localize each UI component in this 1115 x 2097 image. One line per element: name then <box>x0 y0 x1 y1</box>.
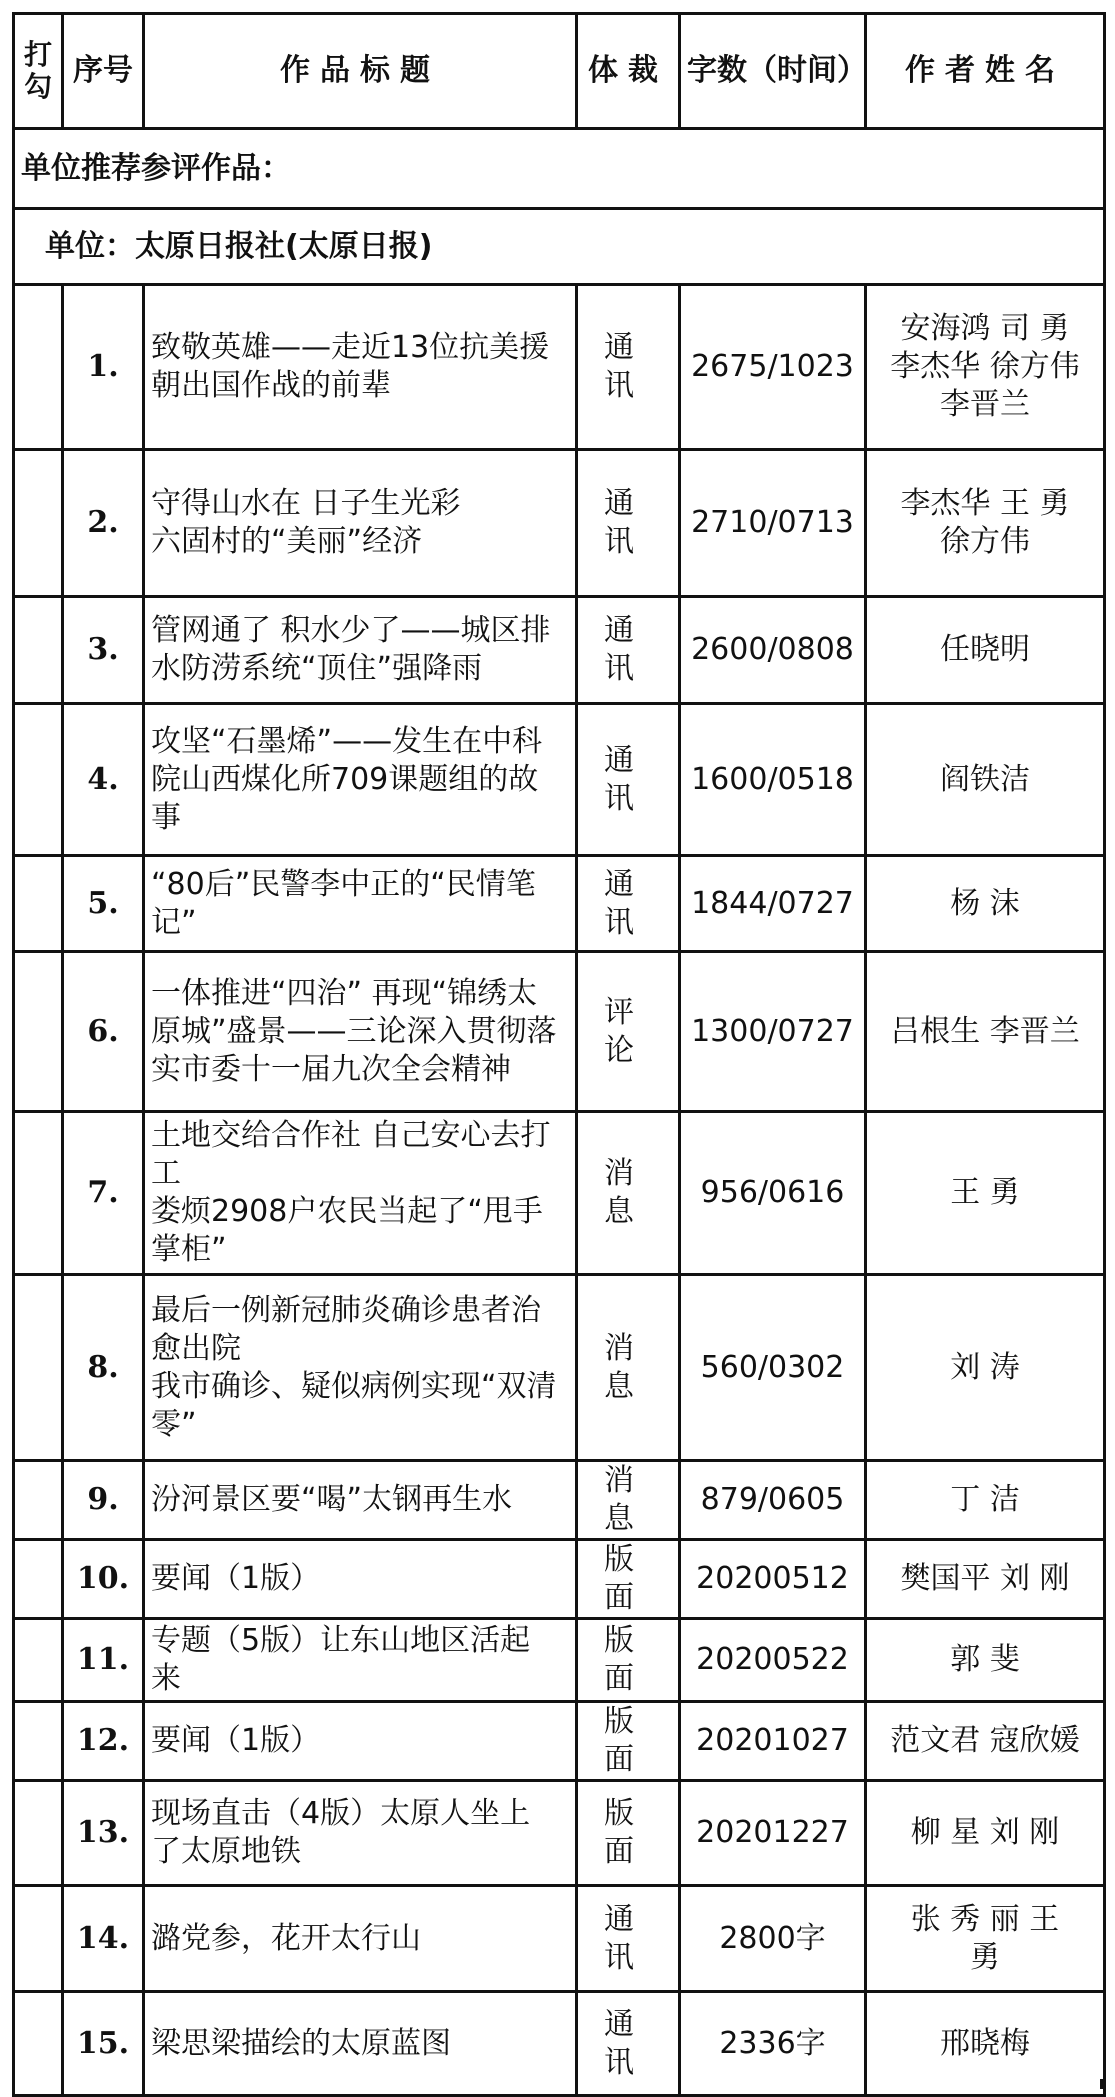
work-genre: 通讯 <box>577 704 680 856</box>
row-number: 7. <box>63 1112 144 1275</box>
row-number: 12. <box>63 1702 144 1781</box>
work-title <box>144 856 577 952</box>
work-title-line: 零” <box>151 1406 197 1442</box>
table-row <box>14 952 1105 1112</box>
author-names <box>866 1275 1105 1461</box>
header-num: 序号 <box>63 14 144 129</box>
author-names <box>866 952 1105 1112</box>
word-count: 1844/0727 <box>680 856 866 952</box>
work-title-line: 了太原地铁 <box>151 1834 301 1869</box>
author-names <box>866 597 1105 704</box>
work-title-line: 原城”盛景——三论深入贯彻落 <box>151 1013 557 1049</box>
author-names <box>866 1702 1105 1781</box>
checkbox-cell[interactable] <box>14 1540 63 1619</box>
checkbox-cell[interactable] <box>14 1886 63 1992</box>
author-line: 李杰华 王 勇 <box>900 486 1070 521</box>
checkbox-cell[interactable] <box>14 450 63 597</box>
author-line: 徐方伟 <box>940 524 1030 559</box>
author-line: 王 勇 <box>950 1175 1020 1210</box>
row-number: 14. <box>63 1886 144 1992</box>
work-genre: 版面 <box>577 1702 680 1781</box>
work-title-line: 我市确诊、疑似病例实现“双清 <box>151 1368 557 1404</box>
work-title-line: 记” <box>151 904 197 940</box>
word-count: 20200512 <box>680 1540 866 1619</box>
work-title-line: 朝出国作战的前辈 <box>151 368 391 403</box>
section-row <box>14 129 1105 209</box>
work-title <box>144 1540 577 1619</box>
table-row <box>14 1461 1105 1540</box>
work-title-line: “80后”民警李中正的“民情笔 <box>151 866 536 902</box>
work-title-line: 工 <box>151 1156 181 1191</box>
author-names <box>866 856 1105 952</box>
table-row <box>14 1781 1105 1886</box>
work-genre: 通讯 <box>577 1992 680 2096</box>
checkbox-cell[interactable] <box>14 597 63 704</box>
work-title-line: 专题（5版）让东山地区活起 <box>151 1623 531 1658</box>
work-title <box>144 285 577 450</box>
table-row <box>14 1702 1105 1781</box>
word-count: 1600/0518 <box>680 704 866 856</box>
table-continuation <box>12 2079 1103 2089</box>
author-names <box>866 1112 1105 1275</box>
work-title <box>144 1461 577 1540</box>
header-title: 作品标题 <box>144 14 577 129</box>
work-title <box>144 1112 577 1275</box>
work-title-line: 汾河景区要“喝”太钢再生水 <box>151 1482 513 1517</box>
work-title-line: 守得山水在 日子生光彩 <box>151 486 461 521</box>
author-line: 李杰华 徐方伟 <box>890 349 1080 384</box>
work-genre: 通讯 <box>577 597 680 704</box>
row-number: 9. <box>63 1461 144 1540</box>
author-line: 杨 沫 <box>950 885 1020 921</box>
unit-row <box>14 209 1105 285</box>
work-title <box>144 1619 577 1702</box>
author-line: 吕根生 李晋兰 <box>890 1013 1080 1049</box>
work-title-line: 一体推进“四治” 再现“锦绣太 <box>151 975 538 1011</box>
word-count: 2336字 <box>680 1992 866 2096</box>
work-title-line: 水防涝系统“顶住”强降雨 <box>151 651 483 686</box>
work-title-line: 事 <box>151 799 181 835</box>
row-number: 1. <box>63 285 144 450</box>
row-number: 13. <box>63 1781 144 1886</box>
work-genre: 版面 <box>577 1781 680 1886</box>
work-title-line: 攻坚“石墨烯”——发生在中科 <box>151 723 543 759</box>
checkbox-cell[interactable] <box>14 1112 63 1275</box>
table-row <box>14 450 1105 597</box>
header-genre: 体裁 <box>577 14 680 129</box>
author-line: 邢晓梅 <box>940 2025 1030 2061</box>
author-line: 郭 斐 <box>950 1642 1020 1677</box>
row-number: 6. <box>63 952 144 1112</box>
word-count: 956/0616 <box>680 1112 866 1275</box>
work-genre: 通讯 <box>577 1886 680 1992</box>
work-title-line: 现场直击（4版）太原人坐上 <box>151 1796 531 1831</box>
row-number: 3. <box>63 597 144 704</box>
checkbox-cell[interactable] <box>14 1461 63 1540</box>
header-check: 打勾 <box>14 14 63 129</box>
work-title-line: 掌柜” <box>151 1232 227 1267</box>
word-count: 20200522 <box>680 1619 866 1702</box>
work-title <box>144 1781 577 1886</box>
word-count: 560/0302 <box>680 1275 866 1461</box>
word-count: 2600/0808 <box>680 597 866 704</box>
author-line: 李晋兰 <box>940 387 1030 422</box>
word-count: 1300/0727 <box>680 952 866 1112</box>
work-title <box>144 597 577 704</box>
work-title-line: 潞党参，花开太行山 <box>151 1920 421 1956</box>
author-line: 范文君 寇欣媛 <box>890 1723 1080 1758</box>
checkbox-cell[interactable] <box>14 1619 63 1702</box>
work-title <box>144 704 577 856</box>
checkbox-cell[interactable] <box>14 1781 63 1886</box>
author-names <box>866 1461 1105 1540</box>
work-title <box>144 1886 577 1992</box>
word-count: 2800字 <box>680 1886 866 1992</box>
table-row <box>14 1275 1105 1461</box>
work-genre: 消息 <box>577 1275 680 1461</box>
work-title <box>144 1702 577 1781</box>
author-line: 阎铁洁 <box>940 761 1030 797</box>
work-title-line: 土地交给合作社 自己安心去打 <box>151 1118 551 1153</box>
checkbox-cell[interactable] <box>14 704 63 856</box>
section-label: 单位推荐参评作品： <box>14 129 1105 209</box>
work-title-line: 愈出院 <box>151 1330 241 1366</box>
work-title-line: 梁思梁描绘的太原蓝图 <box>151 2025 451 2061</box>
row-number: 2. <box>63 450 144 597</box>
work-title-line: 管网通了 积水少了——城区排 <box>151 613 551 648</box>
work-title-line: 院山西煤化所709课题组的故 <box>151 761 539 797</box>
work-title-line: 要闻（1版） <box>151 1723 321 1758</box>
work-genre: 消息 <box>577 1461 680 1540</box>
row-number: 15. <box>63 1992 144 2096</box>
author-line: 安海鸿 司 勇 <box>900 311 1070 346</box>
author-names <box>866 704 1105 856</box>
author-names <box>866 1540 1105 1619</box>
work-title-line: 要闻（1版） <box>151 1561 321 1596</box>
row-number: 8. <box>63 1275 144 1461</box>
work-title <box>144 450 577 597</box>
table-row <box>14 704 1105 856</box>
checkbox-cell[interactable] <box>14 856 63 952</box>
work-genre: 版面 <box>577 1540 680 1619</box>
author-line: 柳 星 刘 刚 <box>910 1815 1060 1850</box>
checkbox-cell[interactable] <box>14 952 63 1112</box>
table-row <box>14 285 1105 450</box>
word-count: 2710/0713 <box>680 450 866 597</box>
checkbox-cell[interactable] <box>14 1702 63 1781</box>
author-line: 勇 <box>970 1939 1000 1975</box>
word-count: 879/0605 <box>680 1461 866 1540</box>
row-number: 10. <box>63 1540 144 1619</box>
author-line: 任晓明 <box>940 632 1030 667</box>
table-row <box>14 1112 1105 1275</box>
row-number: 5. <box>63 856 144 952</box>
author-names <box>866 285 1105 450</box>
table-row <box>14 1886 1105 1992</box>
work-genre: 评论 <box>577 952 680 1112</box>
work-title <box>144 952 577 1112</box>
work-genre: 消息 <box>577 1112 680 1275</box>
work-title <box>144 1275 577 1461</box>
work-genre: 通讯 <box>577 856 680 952</box>
table-row <box>14 856 1105 952</box>
author-line: 樊国平 刘 刚 <box>900 1561 1070 1596</box>
table-row <box>14 1619 1105 1702</box>
author-names <box>866 450 1105 597</box>
word-count: 20201227 <box>680 1781 866 1886</box>
author-names <box>866 1886 1105 1992</box>
work-genre: 通讯 <box>577 450 680 597</box>
row-number: 11. <box>63 1619 144 1702</box>
table-header-row <box>14 14 1105 129</box>
checkbox-cell[interactable] <box>14 285 63 450</box>
row-number: 4. <box>63 704 144 856</box>
work-title-line: 致敬英雄——走近13位抗美援 <box>151 330 550 365</box>
word-count: 20201027 <box>680 1702 866 1781</box>
unit-label: 单位：太原日报社(太原日报) <box>14 209 1105 285</box>
author-line: 张 秀 丽 王 <box>910 1901 1060 1937</box>
header-author: 作者姓名 <box>866 14 1105 129</box>
work-title-line: 来 <box>151 1661 181 1696</box>
work-title-line: 六固村的“美丽”经济 <box>151 524 423 559</box>
author-line: 丁 洁 <box>950 1482 1020 1517</box>
table-row <box>14 1540 1105 1619</box>
table-row <box>14 597 1105 704</box>
author-line: 刘 涛 <box>950 1349 1020 1385</box>
author-names <box>866 1781 1105 1886</box>
word-count: 2675/1023 <box>680 285 866 450</box>
checkbox-cell[interactable] <box>14 1275 63 1461</box>
works-table <box>12 12 1106 2097</box>
work-title-line: 最后一例新冠肺炎确诊患者治 <box>151 1292 541 1328</box>
work-title-line: 实市委十一届九次全会精神 <box>151 1051 511 1087</box>
header-count: 字数（时间） <box>680 14 866 129</box>
work-genre: 通讯 <box>577 285 680 450</box>
author-names <box>866 1619 1105 1702</box>
work-genre: 版面 <box>577 1619 680 1702</box>
work-title-line: 娄烦2908户农民当起了“甩手 <box>151 1194 543 1229</box>
